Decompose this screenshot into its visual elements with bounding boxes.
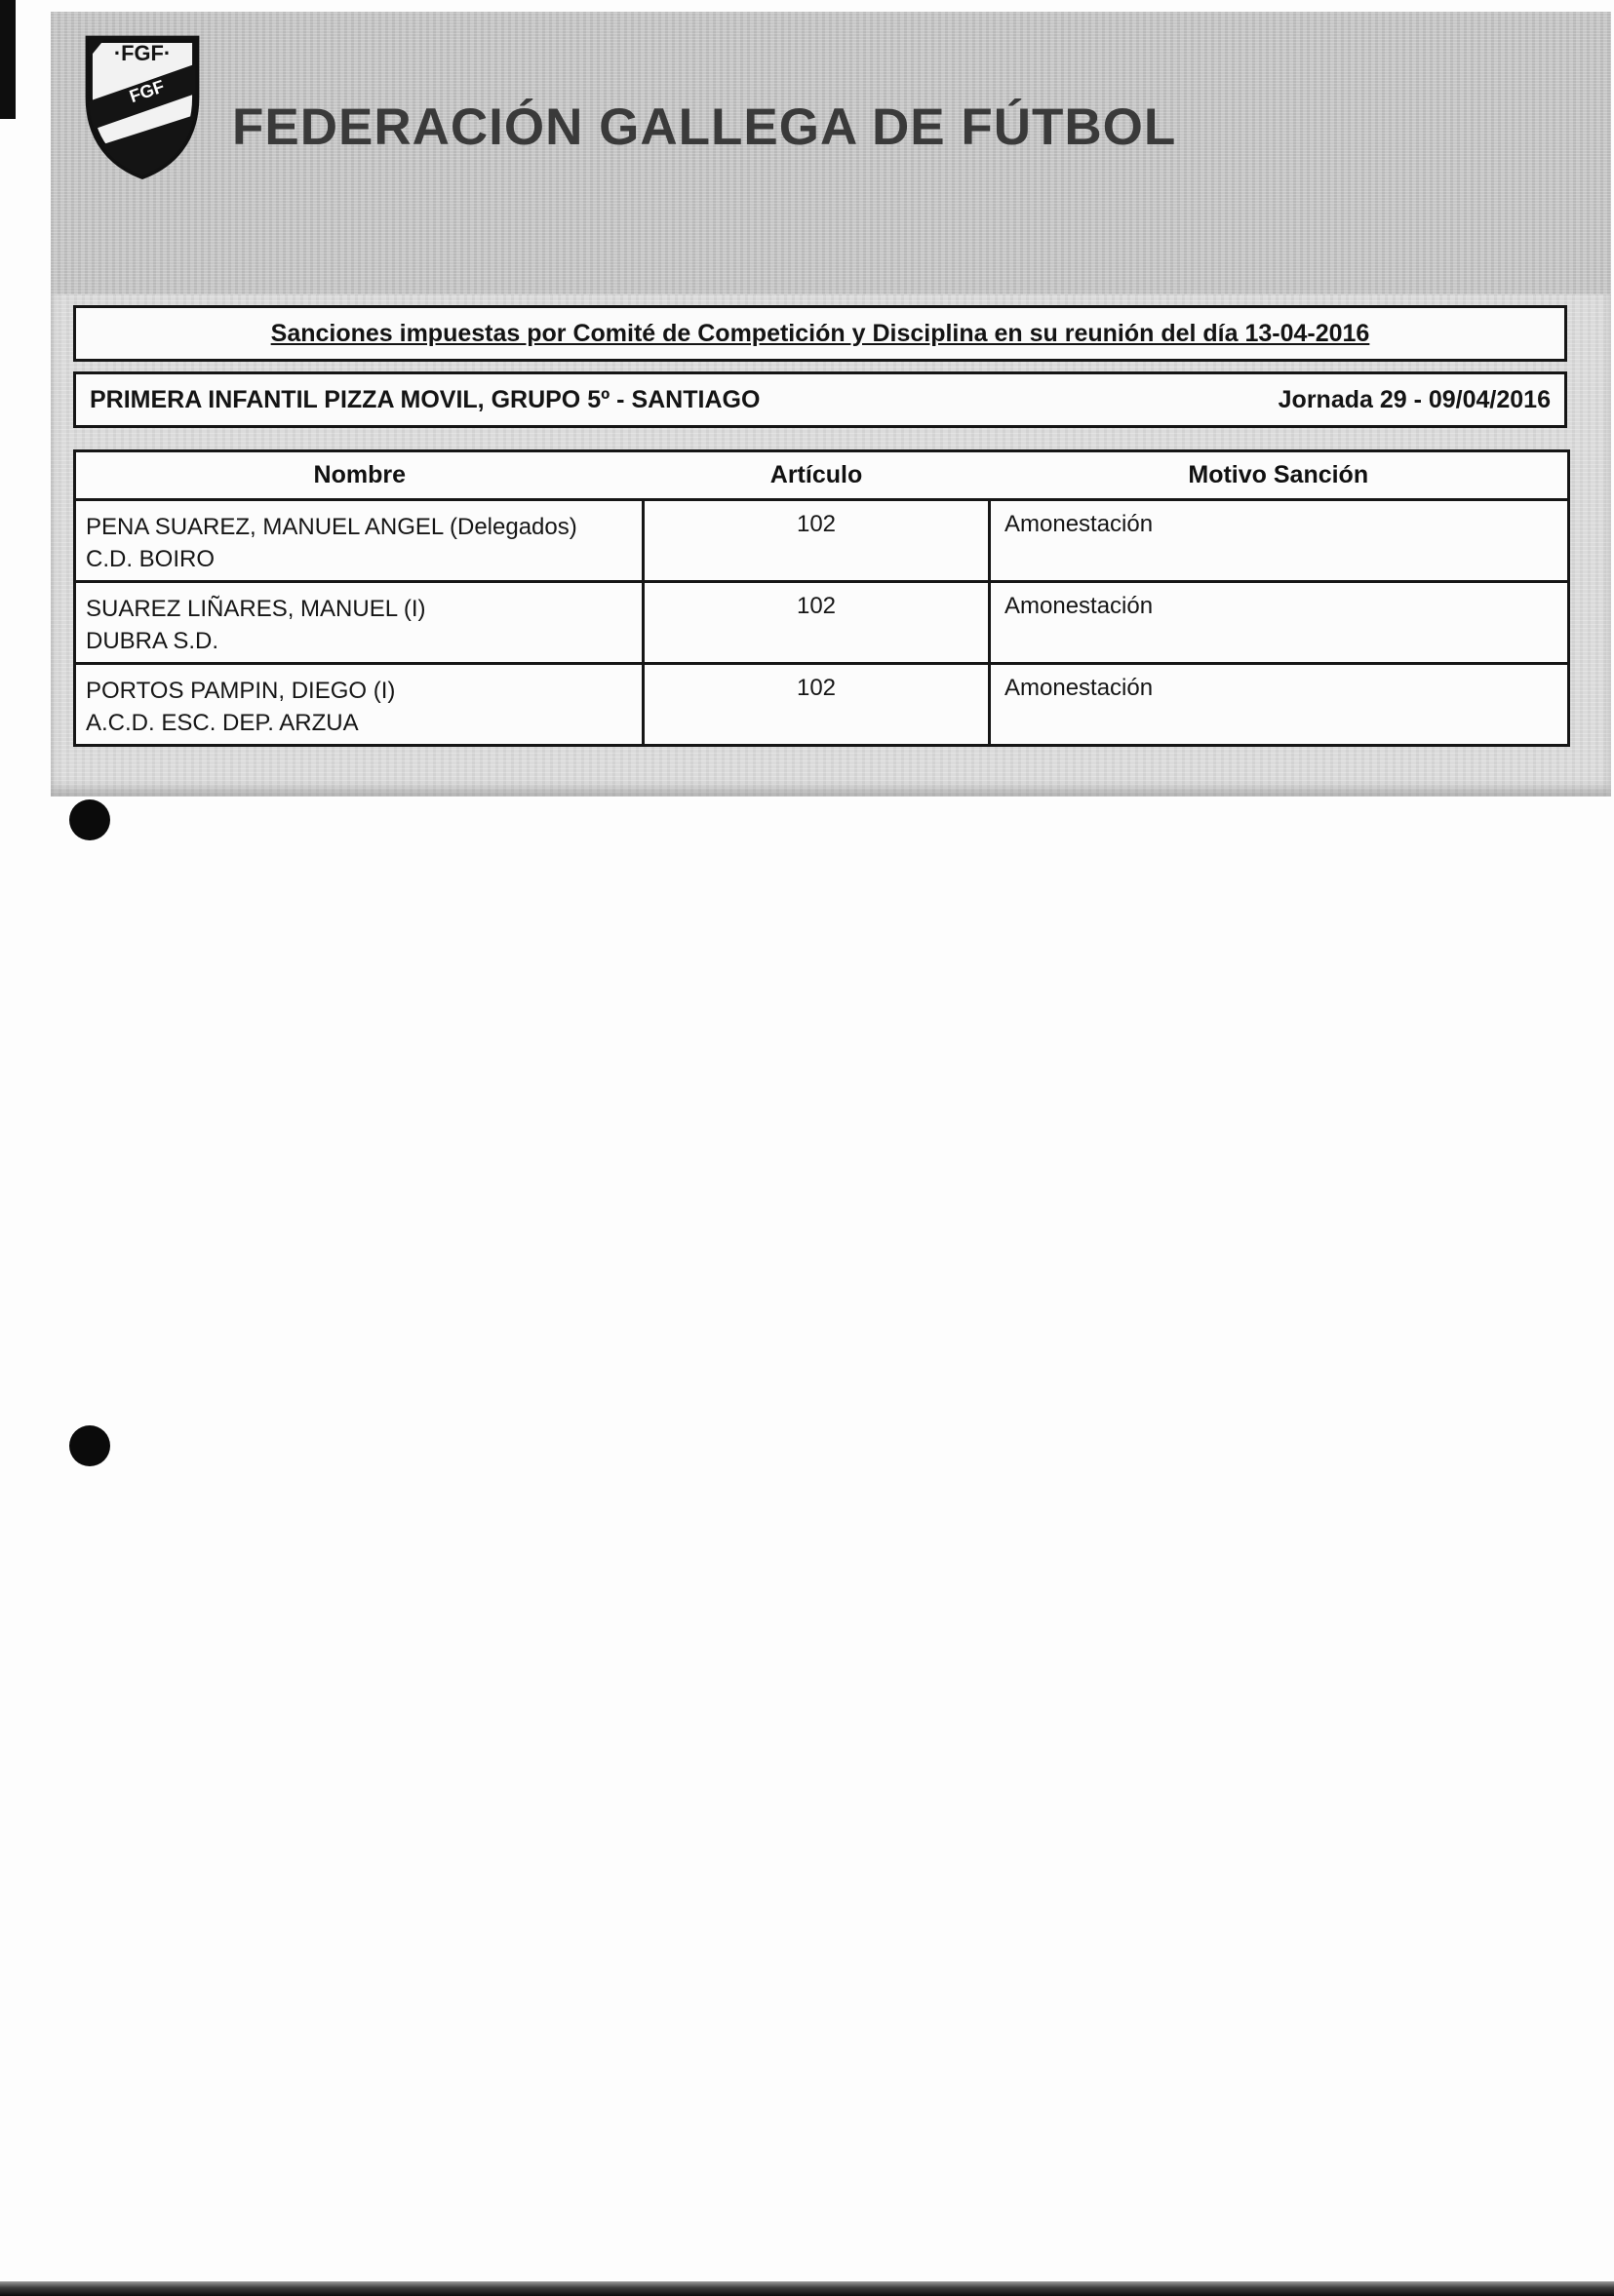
shield-crest-icon bbox=[83, 32, 202, 180]
competition-box bbox=[73, 371, 1567, 428]
articulo-cell: 102 bbox=[644, 500, 990, 582]
motivo-cell: Amonestación bbox=[990, 500, 1569, 582]
scan-edge-artifact bbox=[0, 0, 16, 119]
table-row bbox=[75, 500, 1569, 582]
sanctions-table bbox=[73, 449, 1570, 747]
person-name: PENA SUAREZ, MANUEL ANGEL (Delegados) bbox=[86, 514, 577, 540]
motivo-cell: Amonestación bbox=[990, 582, 1569, 664]
punch-hole-mark bbox=[69, 799, 110, 840]
org-title: FEDERACIÓN GALLEGA DE FÚTBOL bbox=[232, 98, 1177, 156]
competition-name: PRIMERA INFANTIL PIZZA MOVIL, GRUPO 5º - SANTIAGO bbox=[90, 385, 761, 413]
table-header-row bbox=[75, 451, 1569, 500]
col-header-articulo: Artículo bbox=[644, 451, 990, 500]
person-name: SUAREZ LIÑARES, MANUEL (I) bbox=[86, 596, 426, 622]
col-header-nombre: Nombre bbox=[75, 451, 644, 500]
punch-hole-mark bbox=[69, 1425, 110, 1466]
name-cell bbox=[75, 664, 644, 746]
scan-bottom-artifact bbox=[0, 2281, 1614, 2296]
svg-text:·FGF·: ·FGF· bbox=[113, 41, 172, 66]
person-name: PORTOS PAMPIN, DIEGO (I) bbox=[86, 678, 396, 704]
motivo-cell: Amonestación bbox=[990, 664, 1569, 746]
club-name: DUBRA S.D. bbox=[86, 628, 219, 654]
sanctions-title: Sanciones impuestas por Comité de Competición y Disciplina en su reunión del día 13-04-2016 bbox=[270, 319, 1370, 347]
articulo-cell: 102 bbox=[644, 664, 990, 746]
club-name: C.D. BOIRO bbox=[86, 546, 216, 572]
fgf-crest-logo bbox=[83, 32, 202, 180]
table-row bbox=[75, 664, 1569, 746]
articulo-cell: 102 bbox=[644, 582, 990, 664]
name-cell bbox=[75, 500, 644, 582]
svg-text:FGF: FGF bbox=[126, 75, 168, 107]
col-header-motivo: Motivo Sanción bbox=[990, 451, 1569, 500]
name-cell bbox=[75, 582, 644, 664]
club-name: A.C.D. ESC. DEP. ARZUA bbox=[86, 710, 359, 736]
table-row bbox=[75, 582, 1569, 664]
matchday-label: Jornada 29 - 09/04/2016 bbox=[1278, 385, 1551, 413]
sanctions-title-box bbox=[73, 305, 1567, 362]
